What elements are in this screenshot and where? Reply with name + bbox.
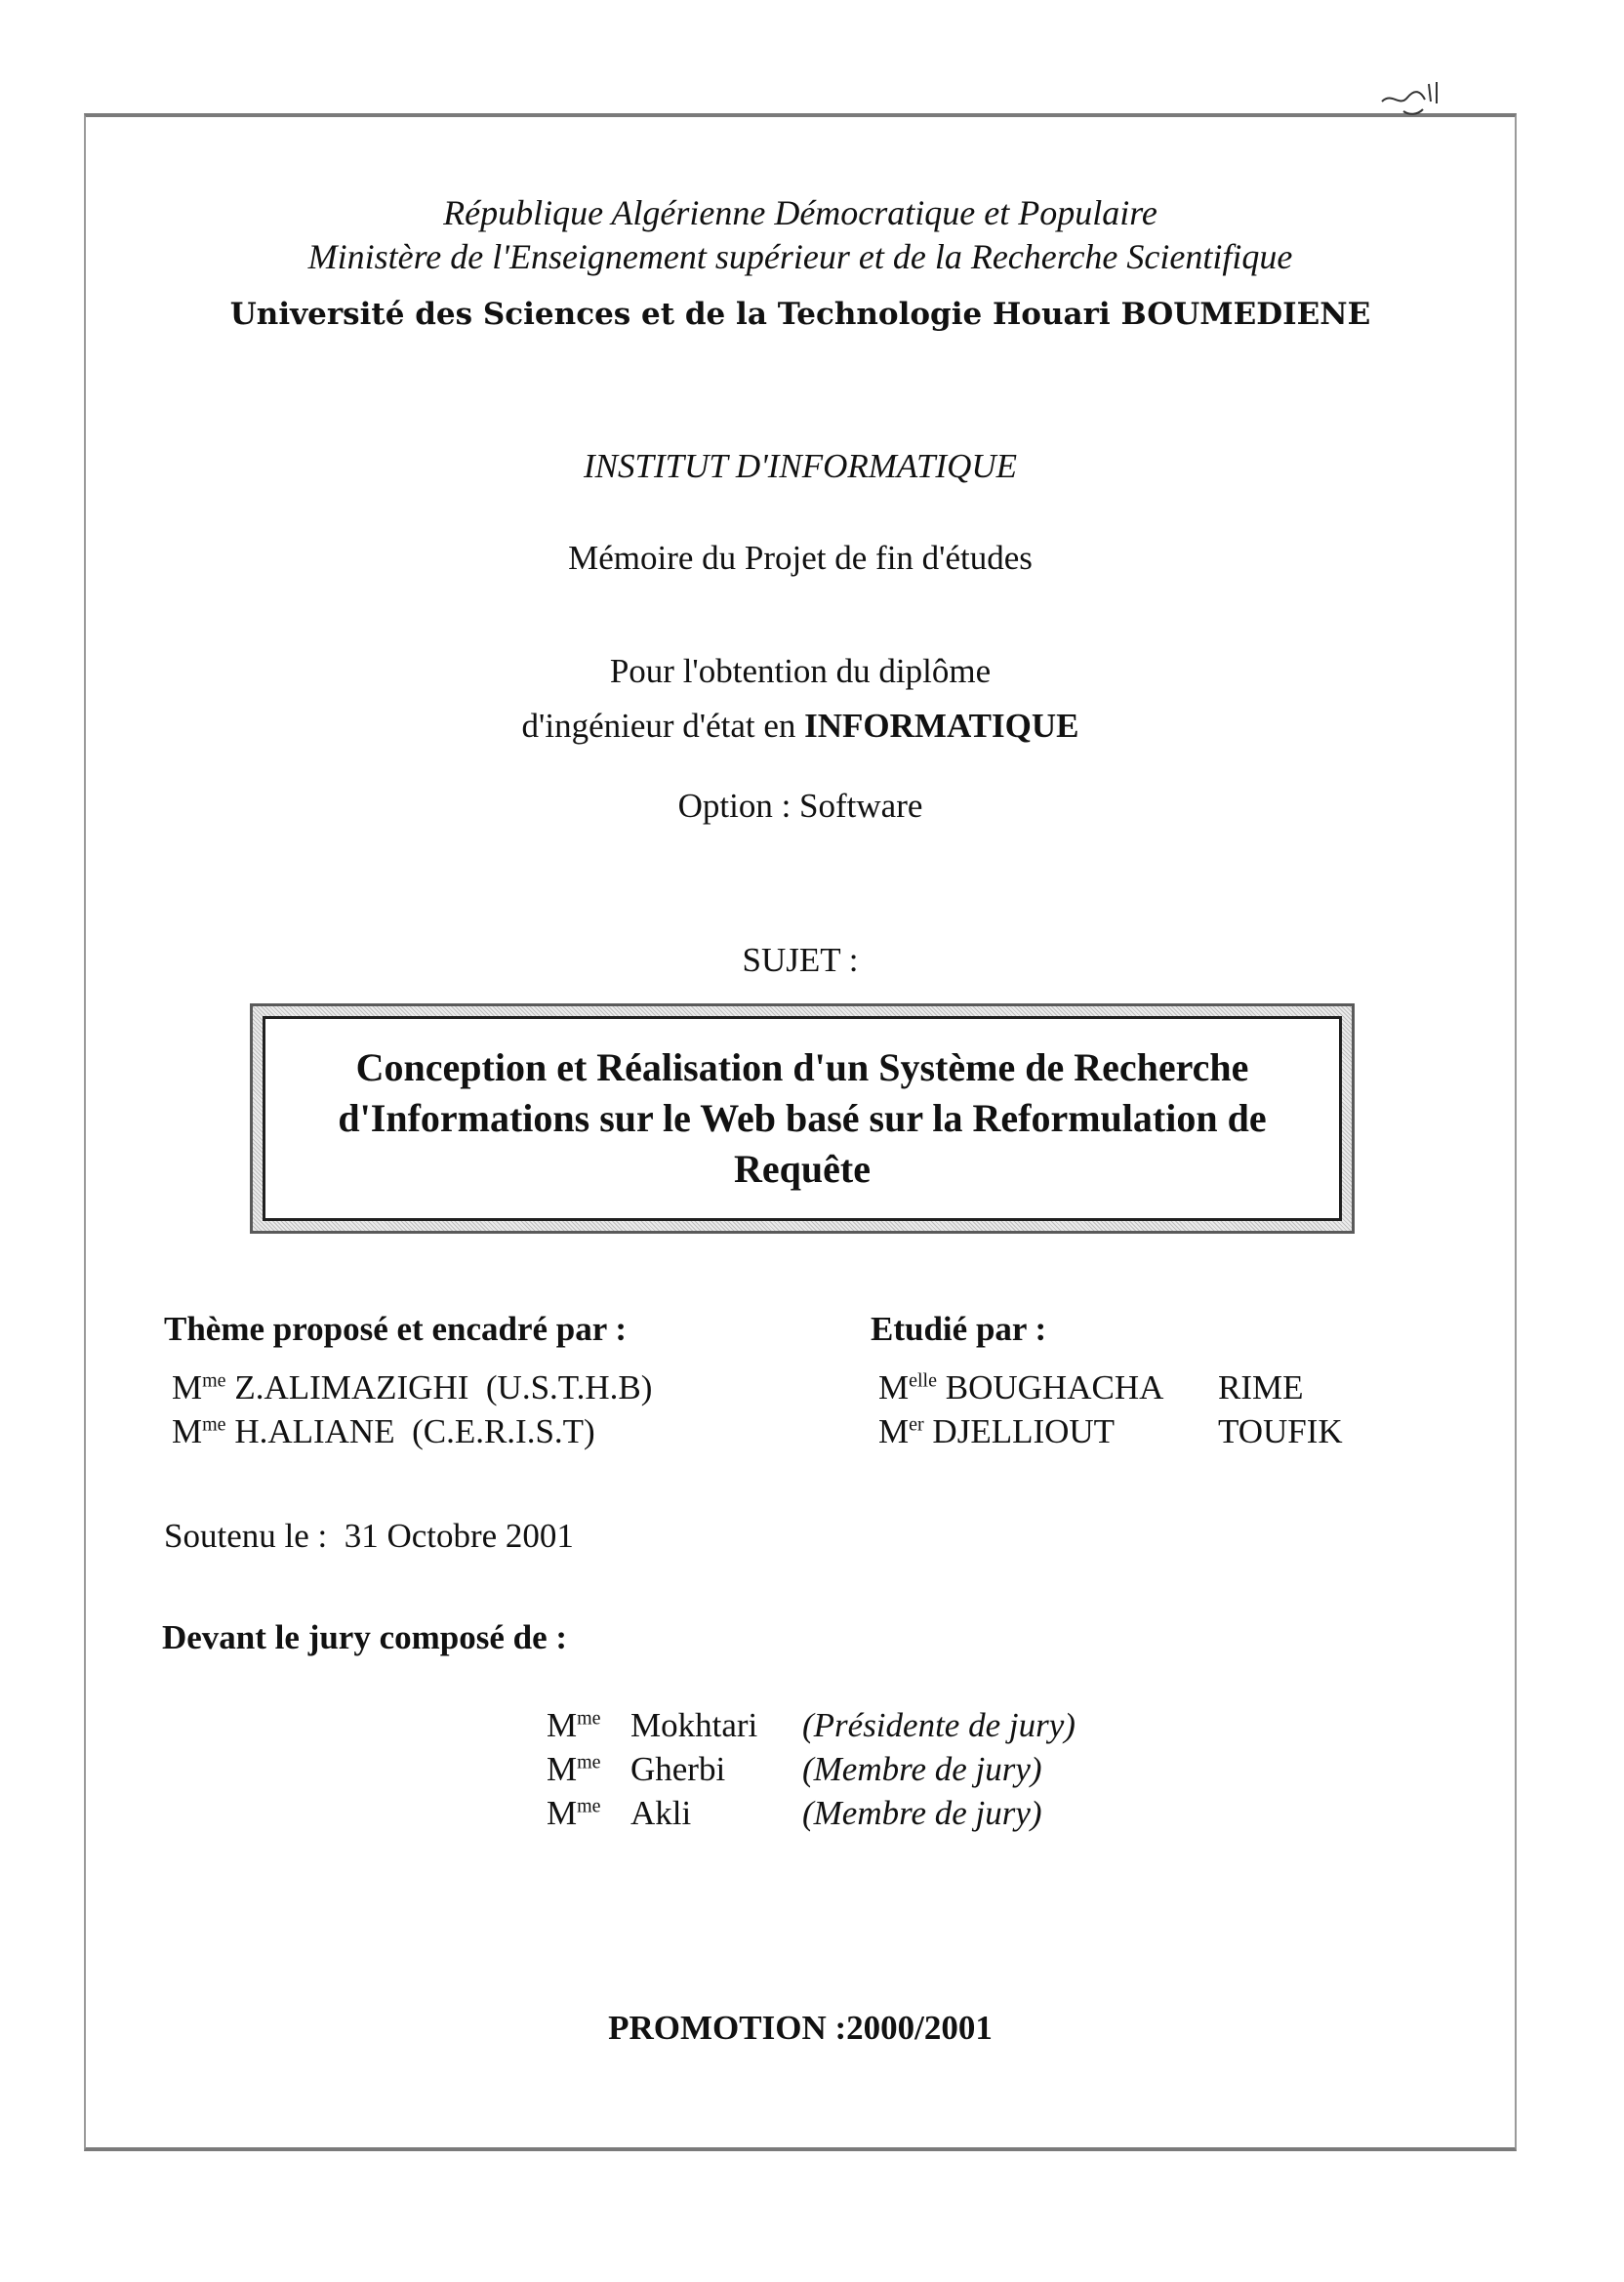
supervisor-2: $M^{me}$ H.ALIANE (C.E.R.I.S.T) bbox=[172, 1412, 595, 1450]
student-2-last: DJELLIOUT bbox=[932, 1412, 1116, 1450]
student-2: Mer DJELLIOUT bbox=[878, 1412, 1116, 1450]
defense-date: Soutenu le : 31 Octobre 2001 bbox=[164, 1517, 574, 1555]
subject-line-2: d'Informations sur le Web basé sur la Reformulation de bbox=[338, 1096, 1267, 1140]
supervisor-1-name: Z.ALIMAZIGHI (U.S.T.H.B) bbox=[234, 1368, 653, 1406]
jury-member-3-title: $M^{me}$ bbox=[547, 1794, 601, 1832]
supervisors-heading: Thème proposé et encadré par : bbox=[164, 1310, 628, 1348]
subject-box bbox=[250, 1003, 1355, 1234]
student-1-last: BOUGHACHA bbox=[945, 1368, 1164, 1406]
diploma-line-1: Pour l'obtention du diplôme bbox=[609, 652, 992, 690]
option-line: Option : Software bbox=[677, 787, 923, 825]
jury-member-3-name: Akli bbox=[630, 1794, 692, 1832]
student-2-first: TOUFIK bbox=[1218, 1412, 1343, 1450]
student-1: $M^{elle}$ BOUGHACHA bbox=[878, 1368, 1164, 1406]
jury-member-2-name: Gherbi bbox=[630, 1750, 726, 1788]
subject-title bbox=[263, 1016, 1342, 1221]
ministry-line: Ministère de l'Enseignement supérieur et de la Recherche Scientifique bbox=[307, 237, 1293, 276]
subject-label: SUJET : bbox=[742, 941, 859, 979]
subject-line-3: Requête bbox=[734, 1147, 871, 1191]
diploma-line-2 bbox=[84, 705, 1517, 748]
memoire-line: Mémoire du Projet de fin d'études bbox=[568, 539, 1033, 577]
jury-heading: Devant le jury composé de : bbox=[162, 1618, 568, 1656]
republic-line: République Algérienne Démocratique et Populaire bbox=[443, 193, 1157, 232]
jury-member-2-role: (Membre de jury) bbox=[802, 1750, 1042, 1788]
supervisor-1: $M^{me}$ Z.ALIMAZIGHI (U.S.T.H.B) bbox=[172, 1368, 653, 1406]
student-1-first: RIME bbox=[1218, 1368, 1304, 1406]
jury-member-3-role: (Membre de jury) bbox=[802, 1794, 1042, 1832]
handwritten-annotation bbox=[1374, 62, 1452, 131]
university-name: Université des Sciences et de la Technologie Houari BOUMEDIENE bbox=[229, 297, 1371, 332]
jury-member-1-name: Mokhtari bbox=[630, 1706, 758, 1744]
diploma-prefix: d'ingénieur d'état en bbox=[521, 707, 805, 745]
students-heading: Etudié par : bbox=[871, 1310, 1047, 1348]
jury-member-2-title: $M^{me}$ bbox=[547, 1750, 601, 1788]
jury-member-1-title: $M^{me}$ bbox=[547, 1706, 601, 1744]
jury-member-1-role: (Présidente de jury) bbox=[802, 1706, 1076, 1744]
promotion-line: PROMOTION :2000/2001 bbox=[608, 2009, 993, 2047]
institute-title: INSTITUT D'INFORMATIQUE bbox=[583, 447, 1018, 485]
supervisor-2-name: H.ALIANE (C.E.R.I.S.T) bbox=[234, 1412, 595, 1450]
subject-line-1: Conception et Réalisation d'un Système de Recherche bbox=[355, 1045, 1249, 1089]
diploma-field: INFORMATIQUE bbox=[804, 707, 1079, 745]
